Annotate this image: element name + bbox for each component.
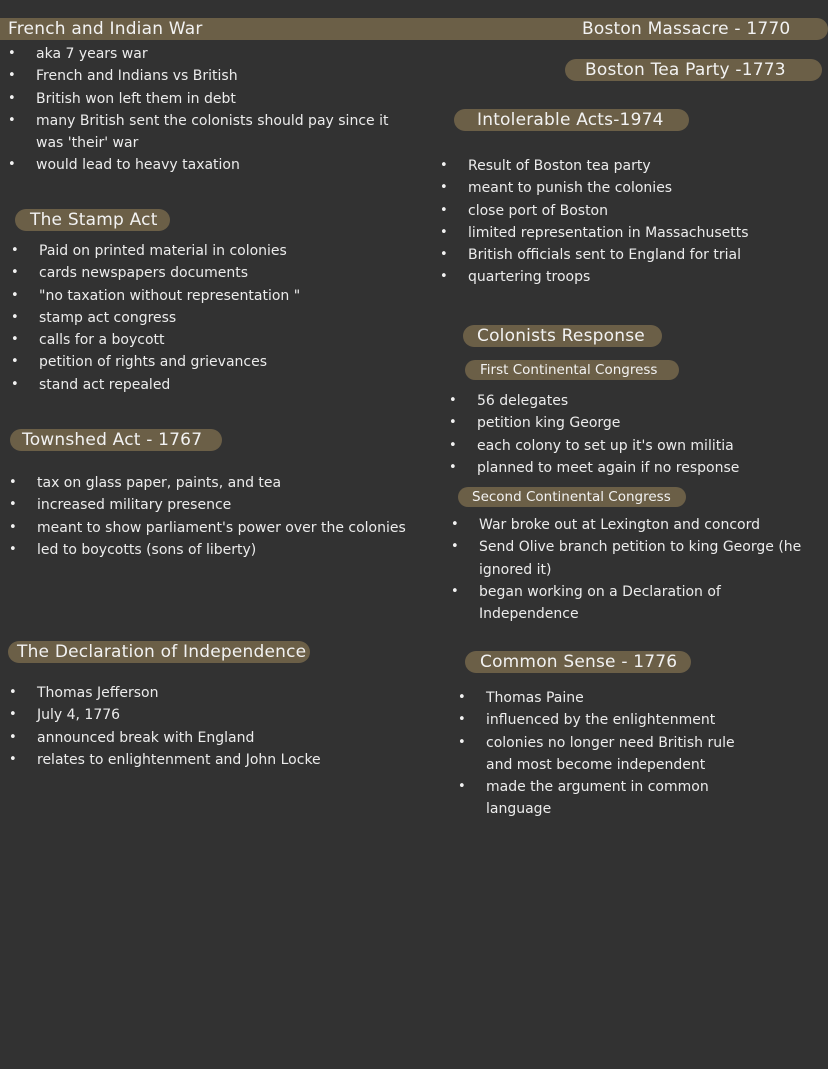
list-item: • Thomas Paine	[458, 687, 748, 709]
list-item: • many British sent the colonists should pay since it was 'their' war	[8, 110, 398, 155]
first-congress-list	[449, 390, 819, 479]
list-item: • quartering troops	[440, 266, 825, 288]
list-item: • Thomas Jefferson	[9, 682, 409, 704]
heading-colonists-response: Colonists Response	[477, 326, 645, 346]
common-sense-list	[458, 687, 748, 821]
list-item: • Send Olive branch petition to king George (he ignored it)	[451, 536, 821, 581]
heading-first-continental-congress: First Continental Congress	[480, 362, 658, 378]
list-item: • British officials sent to England for trial	[440, 244, 825, 266]
heading-common-sense: Common Sense - 1776	[480, 652, 678, 672]
list-item: • aka 7 years war	[8, 43, 398, 65]
list-item: • began working on a Declaration of Independence	[451, 581, 821, 626]
list-item: • colonies no longer need British rule and most become independent	[458, 732, 748, 777]
heading-second-continental-congress: Second Continental Congress	[472, 489, 671, 505]
list-item: • cards newspapers documents	[11, 262, 411, 284]
heading-declaration-of-independence: The Declaration of Independence	[17, 642, 307, 662]
list-item: • influenced by the enlightenment	[458, 709, 748, 731]
list-item: • War broke out at Lexington and concord	[451, 514, 821, 536]
list-item: • led to boycotts (sons of liberty)	[9, 539, 409, 561]
declaration-list	[9, 682, 409, 771]
list-item: • Result of Boston tea party	[440, 155, 825, 177]
list-item: • meant to show parliament's power over the colonies	[9, 517, 409, 539]
list-item: • Paid on printed material in colonies	[11, 240, 411, 262]
list-item: • French and Indians vs British	[8, 65, 398, 87]
list-item: • petition king George	[449, 412, 819, 434]
list-item: • meant to punish the colonies	[440, 177, 825, 199]
list-item: • increased military presence	[9, 494, 409, 516]
list-item: • July 4, 1776	[9, 704, 409, 726]
list-item: • 56 delegates	[449, 390, 819, 412]
list-item: • British won left them in debt	[8, 88, 398, 110]
heading-townshed-act: Townshed Act - 1767	[22, 430, 203, 450]
list-item: • relates to enlightenment and John Locke	[9, 749, 409, 771]
list-item: • calls for a boycott	[11, 329, 411, 351]
list-item: • planned to meet again if no response	[449, 457, 819, 479]
list-item: • stand act repealed	[11, 374, 411, 396]
list-item: • close port of Boston	[440, 200, 825, 222]
list-item: • "no taxation without representation "	[11, 285, 411, 307]
list-item: • stamp act congress	[11, 307, 411, 329]
list-item: • tax on glass paper, paints, and tea	[9, 472, 409, 494]
list-item: • petition of rights and grievances	[11, 351, 411, 373]
french-indian-war-list	[8, 43, 398, 177]
intolerable-acts-list	[440, 155, 825, 289]
list-item: • each colony to set up it's own militia	[449, 435, 819, 457]
townshed-act-list	[9, 472, 409, 561]
second-congress-list	[451, 514, 821, 625]
heading-french-indian-war: French and Indian War	[8, 19, 203, 39]
stamp-act-list	[11, 240, 411, 396]
list-item: • made the argument in common language	[458, 776, 748, 821]
heading-intolerable-acts: Intolerable Acts-1974	[477, 110, 664, 130]
list-item: • would lead to heavy taxation	[8, 154, 398, 176]
heading-boston-tea-party: Boston Tea Party -1773	[585, 60, 786, 80]
heading-boston-massacre: Boston Massacre - 1770	[582, 19, 791, 39]
heading-stamp-act: The Stamp Act	[30, 210, 158, 230]
list-item: • limited representation in Massachusetts	[440, 222, 825, 244]
list-item: • announced break with England	[9, 727, 409, 749]
